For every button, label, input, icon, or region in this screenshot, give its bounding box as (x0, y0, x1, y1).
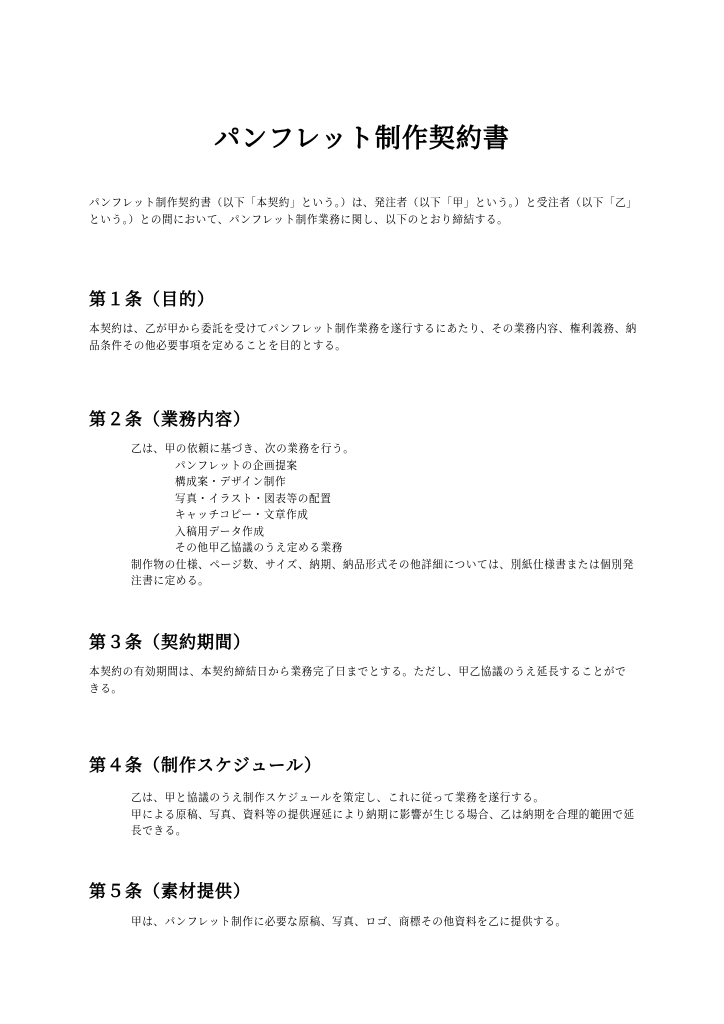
list-item: キャッチコピー・文章作成 (175, 509, 309, 521)
article-5-line: 甲は、パンフレット制作に必要な原稿、写真、ロゴ、商標その他資料を乙に提供する。 (131, 916, 567, 928)
article-2-body (131, 441, 637, 590)
article-5-body (131, 914, 637, 931)
article-1-body: 本契約は、乙が甲から委託を受けてパンフレット制作業務を遂行するにあたり、その業務内容、権利義務、納品条件その他必要事項を定めることを目的とする。 (89, 323, 637, 352)
list-item: 写真・イラスト・図表等の配置 (175, 492, 332, 505)
list-item: その他甲乙協議のうえ定める業務 (175, 542, 343, 554)
list-item: 入稿用データ作成 (175, 525, 265, 538)
article-2-intro: 乙は、甲の依頼に基づき、次の業務を行う。 (131, 443, 355, 455)
article-4-body (131, 790, 637, 840)
article-2-note: 制作物の仕様、ページ数、サイズ、納期、納品形式その他詳細については、別紙仕様書または個別発注書に定める。 (131, 558, 634, 587)
document-title: パンフレット制作契約書 (214, 124, 510, 154)
article-1-heading: 第１条（目的） (89, 290, 215, 310)
list-item: パンフレットの企画提案 (175, 459, 298, 472)
article-3-body: 本契約の有効期間は、本契約締結日から業務完了日までとする。ただし、甲乙協議のうえ延長することができる。 (89, 666, 627, 695)
article-4-line-1: 乙は、甲と協議のうえ制作スケジュールを策定し、これに従って業務を遂行する。 (131, 792, 545, 804)
list-item: 構成案・デザイン制作 (175, 476, 287, 488)
article-3-heading: 第３条（契約期間） (89, 633, 251, 653)
article-2-heading: 第２条（業務内容） (89, 410, 251, 430)
article-4-line-2: 甲による原稿、写真、資料等の提供遅延により納期に影響が生じる場合、乙は納期を合理的範囲で延長できる。 (131, 808, 635, 837)
preamble-paragraph: パンフレット制作契約書（以下「本契約」という。）は、発注者（以下「甲」という。）と受注者（以下「乙」という。）との間において、パンフレット制作業務に関し、以下のとおり締結する。 (89, 197, 633, 226)
article-5-heading: 第５条（素材提供） (89, 882, 251, 902)
article-4-heading: 第４条（制作スケジュール） (89, 756, 322, 776)
